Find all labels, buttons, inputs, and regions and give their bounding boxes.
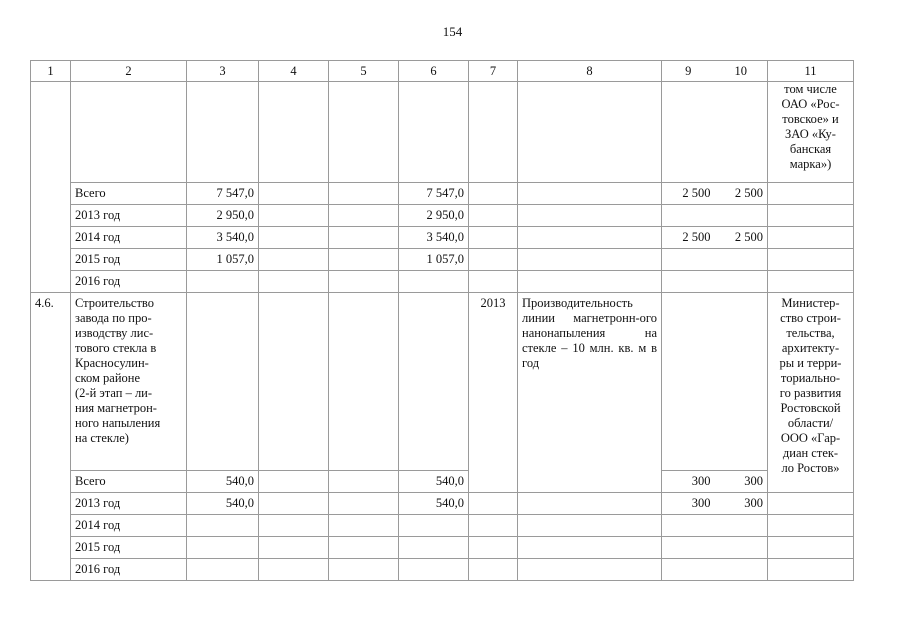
item-number: 4.6. (31, 293, 71, 581)
row-label: Всего (71, 471, 187, 493)
item-name: Строительство завода по про- изводству лис- тового стекла в Красносулин- ском районе (2-й этап – ли- ния магнетрон- ного напыления на стекле) (71, 293, 187, 471)
program-table (30, 60, 854, 581)
header-col-1: 1 (31, 61, 71, 82)
row-label: 2013 год (71, 493, 187, 515)
row-label: 2016 год (71, 559, 187, 581)
item-executor: Министер- ство строи- тельства, архитекту- ры и терри- ториально- го развития Ростовской области/ ООО «Гар- диан стек- ло Ростов» (768, 293, 854, 493)
cell-name (71, 82, 187, 183)
header-col-2: 2 (71, 61, 187, 82)
header-col-7: 7 (469, 61, 518, 82)
row-label: 2015 год (71, 249, 187, 271)
row-label: 2016 год (71, 271, 187, 293)
table-row: 2013 год 540,0 540,0 300 300 (31, 493, 854, 515)
header-col-11: 11 (768, 61, 854, 82)
table-row: 2013 год 2 950,0 2 950,0 (31, 205, 854, 227)
header-col-3: 3 (187, 61, 259, 82)
header-col-10: 10 (715, 61, 768, 82)
table-row: Всего 7 547,0 7 547,0 2 500 2 500 (31, 183, 854, 205)
page-number: 154 (442, 24, 463, 39)
row-label: 2013 год (71, 205, 187, 227)
item-row-4-6 (31, 293, 854, 471)
header-col-9: 9 (662, 61, 715, 82)
table-row: 2015 год 1 057,0 1 057,0 (31, 249, 854, 271)
continuation-row (31, 82, 854, 183)
header-col-5: 5 (329, 61, 399, 82)
table-row: 2014 год 3 540,0 3 540,0 2 500 2 500 (31, 227, 854, 249)
header-col-4: 4 (259, 61, 329, 82)
header-col-6: 6 (399, 61, 469, 82)
table-row (31, 271, 854, 293)
table-row: Всего 540,0 540,0 300 300 (31, 471, 854, 493)
item-indicator: Производительность линии магнетронн-ого нанонапыления на стекле – 10 млн. кв. м в год (518, 293, 662, 493)
table-row (31, 537, 854, 559)
table-row (31, 559, 854, 581)
item-year: 2013 (469, 293, 518, 493)
executor-continuation: том числе ОАО «Рос- товское» и ЗАО «Ку- банская марка») (768, 82, 854, 183)
row-label: 2014 год (71, 515, 187, 537)
header-col-8: 8 (518, 61, 662, 82)
header-row (31, 61, 854, 82)
row-label: 2015 год (71, 537, 187, 559)
cell-num (31, 82, 71, 293)
row-label: 2014 год (71, 227, 187, 249)
table-row (31, 515, 854, 537)
row-label: Всего (71, 183, 187, 205)
